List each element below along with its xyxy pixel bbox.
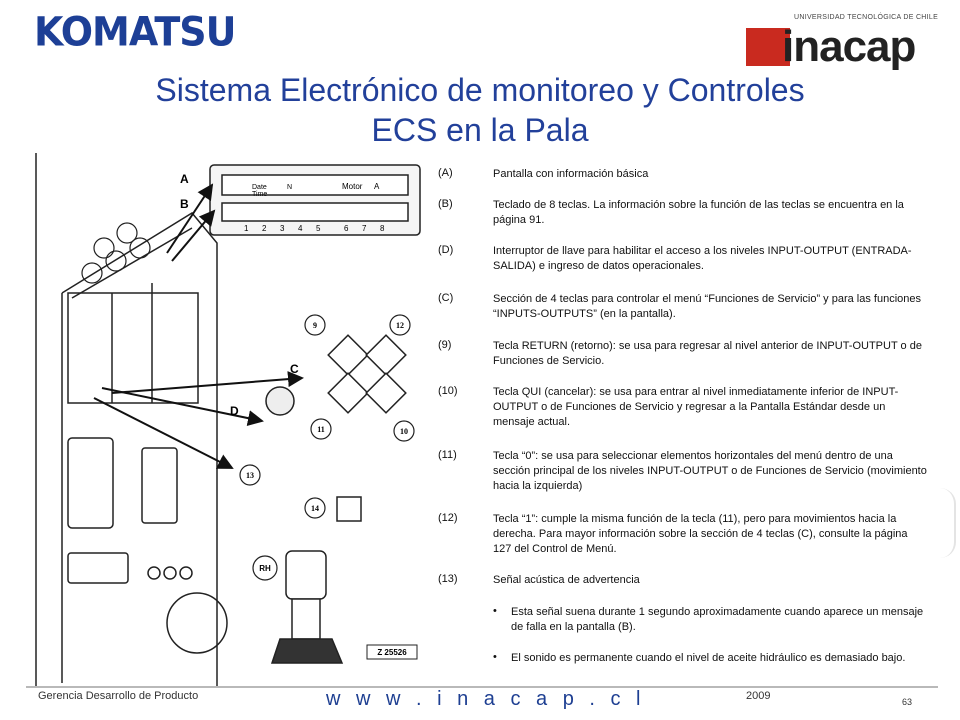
footer-year: 2009 [746, 690, 771, 702]
key-number: 2 [262, 224, 267, 233]
legend-text: Sección de 4 teclas para controlar el menú “Funciones de Servicio” y para las funciones “INPUTS-OUTPUTS” (en la pantalla). [493, 293, 922, 320]
footer-department: Gerencia Desarrollo de Producto [38, 690, 199, 702]
title-line-1: Sistema Electrónico de monitoreo y Controles [155, 72, 805, 108]
legend-code: (9) [438, 339, 452, 351]
callout-10: 10 [400, 427, 408, 436]
label-c: C [290, 362, 299, 376]
footer-website[interactable]: w w w . i n a c a p . c l [326, 688, 646, 710]
key-number: 7 [362, 224, 367, 233]
callout-12: 12 [396, 321, 404, 330]
legend-text: Tecla QUI (cancelar): se usa para entrar al nivel inmediatamente inferior de INPUT-OUTPUT o de Funciones de Servicio y regresar a la Pantalla Estándar desde un mensaje actual. [493, 386, 899, 428]
callout-11: 11 [317, 425, 325, 434]
rh-label: RH [259, 564, 271, 573]
legend-text: Teclado de 8 teclas. La información sobre la función de las teclas se encuentra en la página 91. [493, 199, 904, 226]
legend-code: (A) [438, 167, 453, 179]
legend-code: (12) [438, 512, 458, 524]
slide-title [80, 70, 880, 150]
joystick [272, 497, 361, 663]
key-number: 8 [380, 224, 385, 233]
cabinet-drawing [36, 153, 227, 687]
display-a: A [374, 182, 380, 191]
key-number: 6 [344, 224, 349, 233]
control-panel-diagram [32, 153, 432, 687]
key-number: 1 [244, 224, 249, 233]
bullet-dot: • [493, 651, 497, 663]
inacap-subtitle: UNIVERSIDAD TECNOLÓGICA DE CHILE [794, 14, 939, 21]
key-number: 5 [316, 224, 321, 233]
legend-text: Tecla “1”: cumple la misma función de la tecla (11), pero para movimientos hacia la derecha. Para mayor información sobre la sección de 4 teclas (C), consulte la página 127 del Control de Menú. [493, 513, 908, 555]
display-n: N [287, 184, 293, 191]
komatsu-logo: KOMATSU [34, 8, 236, 56]
key-number: 3 [280, 224, 285, 233]
monitor-display [210, 165, 420, 235]
legend-code: (C) [438, 292, 454, 304]
callout-14: 14 [311, 504, 319, 513]
inacap-wordmark: inacap [782, 22, 916, 71]
figure-code: Z 25526 [377, 648, 407, 657]
legend-text: Señal acústica de advertencia [493, 574, 640, 586]
callout-13: 13 [246, 471, 254, 480]
display-date: Date [252, 184, 267, 191]
label-d: D [230, 404, 239, 418]
title-line-2: ECS en la Pala [371, 112, 589, 148]
legend-text: Pantalla con información básica [493, 168, 649, 180]
inacap-logo [746, 8, 942, 71]
key-switch [266, 387, 294, 415]
display-motor: Motor [342, 182, 363, 191]
legend-text: Interruptor de llave para habilitar el acceso a los niveles INPUT-OUTPUT (ENTRADA-SALIDA) e ingreso de datos operacionales. [493, 245, 912, 272]
four-key-section [328, 335, 406, 413]
display-time: Time [252, 191, 268, 198]
legend-code: (B) [438, 198, 453, 210]
decorative-arc [940, 488, 956, 558]
bullet-dot: • [493, 605, 497, 617]
legend-text: Tecla RETURN (retorno): se usa para regresar al nivel anterior de INPUT-OUTPUT o de Funciones de Servicio. [493, 340, 922, 367]
callout-9: 9 [313, 321, 317, 330]
bullet-text: El sonido es permanente cuando el nivel de aceite hidráulico es demasiado bajo. [511, 652, 906, 664]
key-number: 4 [298, 224, 303, 233]
page-number: 63 [902, 697, 913, 707]
legend-code: (11) [438, 449, 457, 461]
label-a: A [180, 172, 189, 186]
legend-code: (13) [438, 573, 458, 585]
legend-code: (10) [438, 385, 458, 397]
bullet-text: Esta señal suena durante 1 segundo aproximadamente cuando aparece un mensaje de falla en la pantalla (B). [511, 606, 924, 633]
legend-code: (D) [438, 244, 454, 256]
label-b: B [180, 197, 189, 211]
ecs-figure [32, 153, 928, 687]
legend-text: Tecla “0”: se usa para seleccionar elementos horizontales del menú dentro de una sección principal de los niveles INPUT-OUTPUT o de Funciones de Servicio (movimiento hacia la izquierda) [493, 450, 927, 492]
